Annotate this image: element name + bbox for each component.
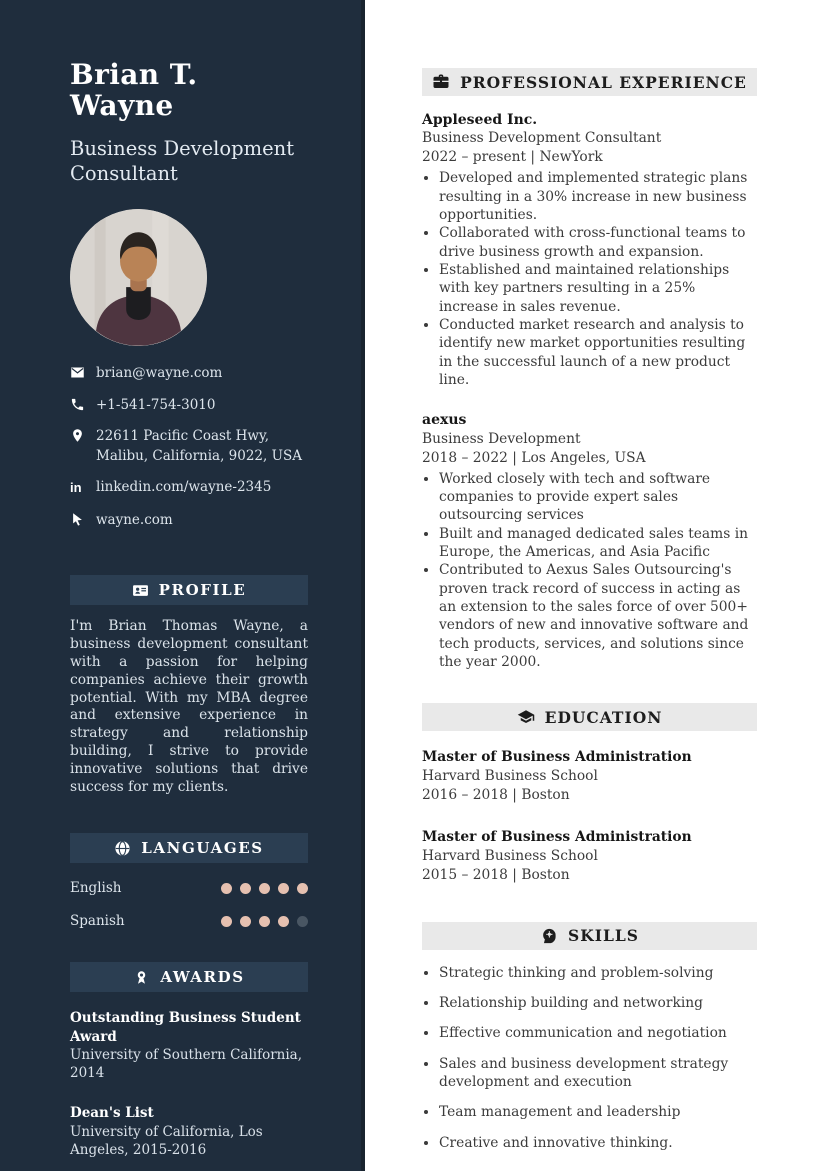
main-content	[422, 0, 757, 1164]
degree-name: Master of Business Administration	[422, 749, 692, 766]
education-entry	[422, 748, 757, 805]
person-name: Brian T. Wayne	[70, 58, 198, 122]
school-name: Harvard Business School	[422, 768, 598, 785]
education-entry	[422, 828, 757, 885]
experience-bullet: • Established and maintained relationships with key partners resulting in a 25% increase in sales revenue.	[439, 261, 757, 316]
skill-item: • Relationship building and networking	[439, 994, 757, 1012]
job-bullet-list	[422, 169, 757, 389]
skill-item: • Creative and innovative thinking.	[439, 1134, 757, 1152]
level-dot	[297, 883, 308, 894]
level-dot	[259, 916, 270, 927]
linkedin-icon: in	[70, 480, 82, 496]
contact-email[interactable]: brian@wayne.com	[96, 365, 223, 382]
experience-bullet: • Contributed to Aexus Sales Outsourcing's proven track record of success in acting as an extension to the sales force of over 500+ vendors of new and innovative software and tech products, services, and solutions since the year 2000.	[439, 561, 757, 671]
contact-phone-row	[70, 396, 308, 416]
contact-phone: +1-541-754-3010	[96, 396, 216, 413]
award-item	[70, 1104, 308, 1159]
contact-website[interactable]: wayne.com	[96, 511, 173, 528]
skill-item: • Effective communication and negotiation	[439, 1024, 757, 1042]
location-pin-icon	[70, 428, 85, 443]
contact-address: 22611 Pacific Coast Hwy, Malibu, California, 9022, USA	[96, 428, 302, 464]
experience-section-header	[422, 68, 757, 96]
profile-photo	[70, 209, 207, 346]
job-entry-aexus	[422, 411, 757, 671]
skill-item: • Sales and business development strategy development and execution	[439, 1055, 757, 1092]
education-section-header	[422, 703, 757, 731]
languages-section-header	[70, 833, 308, 863]
award-title: Outstanding Business Student Award	[70, 1010, 301, 1045]
sidebar	[0, 0, 365, 1171]
skills-heading-label: SKILLS	[568, 926, 639, 946]
contact-address-row	[70, 427, 308, 466]
company-name: Appleseed Inc.	[422, 112, 538, 128]
award-subtitle: University of California, Los Angeles, 2015-2016	[70, 1123, 263, 1158]
job-role: Business Development	[422, 430, 581, 447]
contact-linkedin[interactable]: linkedin.com/wayne-2345	[96, 479, 272, 496]
mind-gear-icon	[540, 927, 558, 945]
contact-website-row	[70, 511, 308, 531]
job-period: 2022 – present | NewYork	[422, 149, 603, 166]
languages-heading-label: LANGUAGES	[141, 839, 264, 858]
id-card-icon	[132, 582, 149, 599]
experience-bullet: • Developed and implemented strategic plans resulting in a 30% increase in new business opportunities.	[439, 169, 757, 224]
award-subtitle: University of Southern California, 2014	[70, 1046, 303, 1082]
experience-bullet: • Worked closely with tech and software companies to provide expert sales outsourcing services	[439, 470, 757, 525]
level-dot	[221, 916, 232, 927]
education-heading-label: EDUCATION	[544, 707, 663, 727]
awards-heading-label: AWARDS	[160, 968, 245, 987]
experience-bullet: • Conducted market research and analysis to identify new market opportunities resulting in the successful launch of a new product line.	[439, 316, 757, 389]
degree-name: Master of Business Administration	[422, 828, 692, 845]
envelope-icon	[70, 365, 85, 380]
profile-section-header	[70, 575, 308, 605]
contact-list	[70, 364, 308, 530]
job-period: 2018 – 2022 | Los Angeles, USA	[422, 449, 646, 466]
level-dot	[278, 916, 289, 927]
skill-item: • Strategic thinking and problem-solving	[439, 964, 757, 982]
skill-item: • Team management and leadership	[439, 1103, 757, 1121]
level-dot	[278, 883, 289, 894]
phone-icon	[70, 397, 85, 412]
contact-linkedin-row	[70, 478, 308, 499]
experience-heading-label: PROFESSIONAL EXPERIENCE	[460, 72, 747, 92]
skills-section-header	[422, 922, 757, 950]
level-dot	[240, 883, 251, 894]
person-title: Business Development Consultant	[70, 136, 295, 186]
avatar-illustration	[70, 209, 207, 346]
graduation-cap-icon	[517, 708, 535, 726]
profile-heading-label: PROFILE	[158, 581, 247, 600]
level-dot	[297, 916, 308, 927]
skills-list	[422, 964, 757, 1152]
experience-bullet: • Collaborated with cross-functional teams to drive business growth and expansion.	[439, 224, 757, 261]
language-row-spanish	[70, 913, 308, 929]
medal-icon	[133, 969, 150, 986]
globe-icon	[114, 840, 131, 857]
awards-section-header	[70, 962, 308, 992]
contact-email-row	[70, 364, 308, 384]
cursor-icon	[70, 512, 85, 527]
profile-text: I'm Brian Thomas Wayne, a business development consultant with a passion for helping companies achieve their growth potential. With my MBA degree and extensive experience in strategy and relationship building, I strive to provide innovative solutions that drive success for my clients.	[70, 618, 308, 795]
language-level-dots	[221, 883, 308, 894]
level-dot	[259, 883, 270, 894]
education-period: 2015 – 2018 | Boston	[422, 866, 570, 883]
job-entry-appleseed	[422, 111, 757, 389]
level-dot	[221, 883, 232, 894]
level-dot	[240, 916, 251, 927]
education-period: 2016 – 2018 | Boston	[422, 787, 570, 804]
award-item	[70, 1009, 308, 1082]
language-level-dots	[221, 916, 308, 927]
language-name: English	[70, 880, 122, 897]
experience-bullet: • Built and managed dedicated sales teams in Europe, the Americas, and Asia Pacific	[439, 525, 757, 562]
language-name: Spanish	[70, 913, 125, 930]
school-name: Harvard Business School	[422, 847, 598, 864]
award-title: Dean's List	[70, 1105, 154, 1122]
job-bullet-list	[422, 470, 757, 672]
job-role: Business Development Consultant	[422, 130, 662, 147]
company-name: aexus	[422, 412, 467, 429]
briefcase-icon	[432, 73, 450, 91]
language-row-english	[70, 880, 308, 896]
